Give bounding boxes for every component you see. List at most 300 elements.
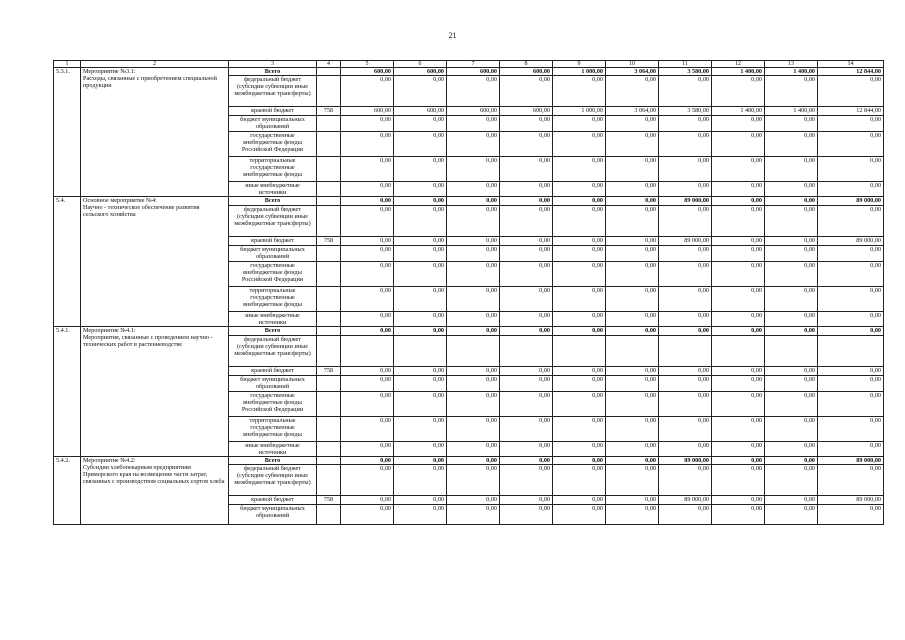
amount-cell: 0,00 xyxy=(447,465,500,496)
amount-cell: 0,00 xyxy=(553,465,606,496)
budget-code xyxy=(317,287,341,312)
amount-cell: 0,00 xyxy=(606,262,659,287)
amount-cell: 0,00 xyxy=(712,287,765,312)
amount-cell: 0,00 xyxy=(712,442,765,457)
amount-cell: 600,00 xyxy=(341,107,394,116)
amount-cell: 0,00 xyxy=(447,197,500,206)
funding-source: федеральный бюджет (субсидии субвенции иные межбюджетные трансферты) xyxy=(229,206,317,237)
amount-cell: 0,00 xyxy=(606,116,659,132)
column-number-cell: 8 xyxy=(500,61,553,68)
budget-code xyxy=(317,336,341,367)
amount-cell: 0,00 xyxy=(712,182,765,197)
amount-cell: 89 000,00 xyxy=(818,197,884,206)
amount-cell: 89 000,00 xyxy=(659,237,712,246)
budget-code xyxy=(317,465,341,496)
amount-cell: 0,00 xyxy=(553,376,606,392)
item-title: Мероприятие №3.1: xyxy=(83,68,136,75)
budget-code xyxy=(317,206,341,237)
amount-cell: 1 400,00 xyxy=(712,68,765,76)
amount-cell: 0,00 xyxy=(765,376,818,392)
amount-cell: 0,00 xyxy=(712,132,765,157)
amount-cell: 0,00 xyxy=(659,206,712,237)
amount-cell: 0,00 xyxy=(712,262,765,287)
amount-cell: 0,00 xyxy=(447,327,500,336)
amount-cell: 0,00 xyxy=(818,367,884,376)
amount-cell: 0,00 xyxy=(500,376,553,392)
amount-cell: 0,00 xyxy=(712,465,765,496)
amount-cell: 0,00 xyxy=(341,457,394,465)
amount-cell: 0,00 xyxy=(765,116,818,132)
funding-source: бюджет муниципальных образований xyxy=(229,246,317,262)
amount-cell: 0,00 xyxy=(765,132,818,157)
amount-cell: 0,00 xyxy=(500,457,553,465)
amount-cell: 0,00 xyxy=(394,312,447,327)
amount-cell: 0,00 xyxy=(553,182,606,197)
amount-cell: 0,00 xyxy=(659,262,712,287)
amount-cell: 0,00 xyxy=(447,157,500,182)
amount-cell: 0,00 xyxy=(606,442,659,457)
budget-code xyxy=(317,327,341,336)
amount-cell: 0,00 xyxy=(765,367,818,376)
amount-cell: 0,00 xyxy=(712,496,765,505)
column-number-cell: 1 xyxy=(54,61,81,68)
amount-cell: 0,00 xyxy=(606,76,659,107)
amount-cell: 0,00 xyxy=(606,287,659,312)
item-description xyxy=(81,68,229,197)
funding-source: федеральный бюджет (субсидии субвенции иные межбюджетные трансферты) xyxy=(229,465,317,496)
amount-cell: 0,00 xyxy=(447,206,500,237)
column-number-cell: 4 xyxy=(317,61,341,68)
amount-cell: 0,00 xyxy=(659,442,712,457)
amount-cell: 0,00 xyxy=(553,505,606,525)
amount-cell: 0,00 xyxy=(659,76,712,107)
amount-cell: 89 000,00 xyxy=(818,496,884,505)
budget-code xyxy=(317,246,341,262)
amount-cell: 0,00 xyxy=(818,157,884,182)
budget-code xyxy=(317,312,341,327)
amount-cell: 0,00 xyxy=(394,76,447,107)
amount-cell: 0,00 xyxy=(500,262,553,287)
amount-cell: 0,00 xyxy=(341,246,394,262)
amount-cell xyxy=(341,336,394,367)
table-row xyxy=(54,327,884,336)
amount-cell: 0,00 xyxy=(341,496,394,505)
column-number-cell: 5 xyxy=(341,61,394,68)
amount-cell xyxy=(818,336,884,367)
amount-cell: 0,00 xyxy=(447,496,500,505)
funding-source: территориальные государственные внебюджетные фонды xyxy=(229,157,317,182)
amount-cell: 0,00 xyxy=(818,327,884,336)
amount-cell: 0,00 xyxy=(394,327,447,336)
amount-cell: 0,00 xyxy=(765,442,818,457)
amount-cell: 0,00 xyxy=(553,262,606,287)
amount-cell: 0,00 xyxy=(659,417,712,442)
amount-cell: 600,00 xyxy=(500,107,553,116)
amount-cell: 1 400,00 xyxy=(712,107,765,116)
amount-cell: 0,00 xyxy=(500,182,553,197)
amount-cell: 0,00 xyxy=(659,157,712,182)
funding-source: государственные внебюджетные фонды Российской Федерации xyxy=(229,132,317,157)
amount-cell: 0,00 xyxy=(500,465,553,496)
budget-code: 758 xyxy=(317,496,341,505)
amount-cell: 0,00 xyxy=(606,157,659,182)
amount-cell: 0,00 xyxy=(553,442,606,457)
amount-cell: 0,00 xyxy=(341,327,394,336)
table-row xyxy=(54,457,884,465)
amount-cell: 0,00 xyxy=(553,312,606,327)
amount-cell: 0,00 xyxy=(818,465,884,496)
funding-source: краевой бюджет xyxy=(229,367,317,376)
budget-code xyxy=(317,182,341,197)
amount-cell: 89 000,00 xyxy=(818,457,884,465)
amount-cell: 0,00 xyxy=(659,376,712,392)
amount-cell: 0,00 xyxy=(765,312,818,327)
amount-cell: 0,00 xyxy=(341,442,394,457)
amount-cell: 0,00 xyxy=(553,367,606,376)
item-number: 5.4. xyxy=(54,197,81,327)
amount-cell: 0,00 xyxy=(553,457,606,465)
amount-cell: 0,00 xyxy=(765,246,818,262)
item-number: 5.4.1. xyxy=(54,327,81,457)
amount-cell: 0,00 xyxy=(447,376,500,392)
funding-source: Всего xyxy=(229,457,317,465)
amount-cell: 0,00 xyxy=(818,505,884,525)
column-number-row xyxy=(54,61,884,68)
amount-cell: 0,00 xyxy=(553,132,606,157)
amount-cell: 0,00 xyxy=(500,206,553,237)
column-number-cell: 11 xyxy=(659,61,712,68)
table-row xyxy=(54,68,884,76)
amount-cell: 0,00 xyxy=(447,505,500,525)
amount-cell: 0,00 xyxy=(447,287,500,312)
amount-cell: 0,00 xyxy=(712,312,765,327)
amount-cell: 0,00 xyxy=(765,197,818,206)
amount-cell: 0,00 xyxy=(659,116,712,132)
amount-cell: 0,00 xyxy=(712,457,765,465)
amount-cell: 0,00 xyxy=(606,237,659,246)
amount-cell: 600,00 xyxy=(394,68,447,76)
amount-cell: 0,00 xyxy=(394,287,447,312)
amount-cell: 0,00 xyxy=(394,237,447,246)
amount-cell: 0,00 xyxy=(818,206,884,237)
amount-cell: 0,00 xyxy=(500,116,553,132)
amount-cell: 0,00 xyxy=(765,237,818,246)
funding-source: иные внебюджетные источники xyxy=(229,182,317,197)
amount-cell xyxy=(447,336,500,367)
budget-code xyxy=(317,157,341,182)
amount-cell: 600,00 xyxy=(394,107,447,116)
amount-cell: 0,00 xyxy=(341,417,394,442)
funding-source: федеральный бюджет (субсидии субвенции иные межбюджетные трансферты) xyxy=(229,76,317,107)
amount-cell: 0,00 xyxy=(553,392,606,417)
column-number-cell: 7 xyxy=(447,61,500,68)
amount-cell: 0,00 xyxy=(765,262,818,287)
amount-cell: 0,00 xyxy=(500,327,553,336)
funding-source: Всего xyxy=(229,68,317,76)
amount-cell: 0,00 xyxy=(394,132,447,157)
budget-code xyxy=(317,116,341,132)
amount-cell: 0,00 xyxy=(765,496,818,505)
amount-cell: 0,00 xyxy=(712,367,765,376)
amount-cell: 0,00 xyxy=(553,327,606,336)
budget-code xyxy=(317,262,341,287)
amount-cell: 0,00 xyxy=(394,206,447,237)
amount-cell: 0,00 xyxy=(500,417,553,442)
amount-cell: 0,00 xyxy=(394,442,447,457)
amount-cell: 0,00 xyxy=(606,182,659,197)
amount-cell: 0,00 xyxy=(659,246,712,262)
amount-cell: 0,00 xyxy=(341,367,394,376)
amount-cell: 0,00 xyxy=(394,417,447,442)
budget-code xyxy=(317,417,341,442)
amount-cell: 0,00 xyxy=(606,496,659,505)
amount-cell: 0,00 xyxy=(341,197,394,206)
item-title: Основное мероприятие №4: xyxy=(83,197,157,204)
amount-cell: 0,00 xyxy=(394,505,447,525)
item-text: Расходы, связанные с приобретением специальной продукции xyxy=(83,75,217,89)
funding-source: иные внебюджетные источники xyxy=(229,312,317,327)
amount-cell: 0,00 xyxy=(341,116,394,132)
funding-source: краевой бюджет xyxy=(229,107,317,116)
amount-cell: 0,00 xyxy=(606,392,659,417)
budget-code xyxy=(317,505,341,525)
amount-cell: 0,00 xyxy=(394,496,447,505)
amount-cell: 0,00 xyxy=(394,465,447,496)
amount-cell: 89 000,00 xyxy=(659,197,712,206)
amount-cell: 0,00 xyxy=(712,157,765,182)
amount-cell: 0,00 xyxy=(553,417,606,442)
amount-cell: 0,00 xyxy=(712,392,765,417)
funding-source: Всего xyxy=(229,197,317,206)
column-number-cell: 13 xyxy=(765,61,818,68)
amount-cell: 0,00 xyxy=(712,237,765,246)
amount-cell: 0,00 xyxy=(341,312,394,327)
budget-table xyxy=(53,60,884,525)
amount-cell: 0,00 xyxy=(447,246,500,262)
amount-cell: 0,00 xyxy=(712,116,765,132)
amount-cell: 0,00 xyxy=(394,197,447,206)
amount-cell xyxy=(394,336,447,367)
funding-source: иные внебюджетные источники xyxy=(229,442,317,457)
amount-cell: 0,00 xyxy=(765,206,818,237)
amount-cell: 0,00 xyxy=(606,505,659,525)
amount-cell: 0,00 xyxy=(500,442,553,457)
amount-cell: 0,00 xyxy=(765,457,818,465)
amount-cell: 0,00 xyxy=(659,287,712,312)
amount-cell: 0,00 xyxy=(500,312,553,327)
amount-cell: 0,00 xyxy=(712,76,765,107)
amount-cell: 0,00 xyxy=(341,206,394,237)
amount-cell: 0,00 xyxy=(341,132,394,157)
amount-cell: 0,00 xyxy=(606,246,659,262)
item-number: 5.4.2. xyxy=(54,457,81,525)
amount-cell: 0,00 xyxy=(394,157,447,182)
amount-cell: 3 580,00 xyxy=(659,107,712,116)
budget-code: 758 xyxy=(317,237,341,246)
amount-cell: 0,00 xyxy=(765,417,818,442)
amount-cell: 0,00 xyxy=(500,197,553,206)
funding-source: бюджет муниципальных образований xyxy=(229,116,317,132)
amount-cell: 0,00 xyxy=(394,116,447,132)
amount-cell: 600,00 xyxy=(500,68,553,76)
table-row xyxy=(54,197,884,206)
funding-source: территориальные государственные внебюджетные фонды xyxy=(229,287,317,312)
amount-cell: 0,00 xyxy=(447,262,500,287)
funding-source: государственные внебюджетные фонды Российской Федерации xyxy=(229,392,317,417)
budget-code xyxy=(317,376,341,392)
amount-cell: 0,00 xyxy=(712,197,765,206)
amount-cell: 0,00 xyxy=(765,76,818,107)
column-number-cell: 6 xyxy=(394,61,447,68)
amount-cell: 0,00 xyxy=(394,182,447,197)
amount-cell: 0,00 xyxy=(341,287,394,312)
amount-cell: 0,00 xyxy=(712,246,765,262)
amount-cell: 0,00 xyxy=(659,392,712,417)
amount-cell: 0,00 xyxy=(500,496,553,505)
budget-code xyxy=(317,442,341,457)
budget-code xyxy=(317,197,341,206)
amount-cell: 0,00 xyxy=(606,457,659,465)
amount-cell: 0,00 xyxy=(818,116,884,132)
amount-cell: 0,00 xyxy=(659,367,712,376)
amount-cell: 0,00 xyxy=(341,237,394,246)
amount-cell: 0,00 xyxy=(341,465,394,496)
amount-cell: 600,00 xyxy=(341,68,394,76)
item-description xyxy=(81,327,229,457)
table-body xyxy=(54,61,884,525)
item-number: 5.3.1. xyxy=(54,68,81,197)
amount-cell: 0,00 xyxy=(712,376,765,392)
amount-cell: 0,00 xyxy=(818,182,884,197)
amount-cell: 0,00 xyxy=(500,246,553,262)
amount-cell xyxy=(500,336,553,367)
amount-cell: 0,00 xyxy=(447,417,500,442)
amount-cell: 3 064,00 xyxy=(606,107,659,116)
funding-source: территориальные государственные внебюджетные фонды xyxy=(229,417,317,442)
budget-code: 758 xyxy=(317,107,341,116)
budget-code xyxy=(317,76,341,107)
amount-cell: 0,00 xyxy=(553,76,606,107)
amount-cell: 0,00 xyxy=(765,505,818,525)
amount-cell: 0,00 xyxy=(447,457,500,465)
funding-source: федеральный бюджет (субсидии субвенции иные межбюджетные трансферты) xyxy=(229,336,317,367)
amount-cell: 0,00 xyxy=(553,116,606,132)
item-text: Научно - техническое обеспечение развития сельского хозяйства xyxy=(83,204,200,218)
budget-code xyxy=(317,392,341,417)
amount-cell: 3 580,00 xyxy=(659,68,712,76)
amount-cell: 0,00 xyxy=(500,157,553,182)
amount-cell: 600,00 xyxy=(447,68,500,76)
amount-cell: 0,00 xyxy=(341,376,394,392)
column-number-cell: 9 xyxy=(553,61,606,68)
item-description xyxy=(81,197,229,327)
amount-cell: 89 000,00 xyxy=(818,237,884,246)
budget-code: 758 xyxy=(317,367,341,376)
amount-cell: 0,00 xyxy=(659,182,712,197)
amount-cell: 0,00 xyxy=(818,392,884,417)
amount-cell xyxy=(712,336,765,367)
amount-cell: 0,00 xyxy=(500,505,553,525)
amount-cell xyxy=(606,336,659,367)
budget-code xyxy=(317,132,341,157)
budget-code xyxy=(317,68,341,76)
amount-cell: 0,00 xyxy=(818,76,884,107)
amount-cell: 1 000,00 xyxy=(553,107,606,116)
funding-source: Всего xyxy=(229,327,317,336)
amount-cell: 0,00 xyxy=(341,182,394,197)
amount-cell xyxy=(659,336,712,367)
amount-cell: 0,00 xyxy=(394,367,447,376)
amount-cell: 0,00 xyxy=(818,262,884,287)
amount-cell: 89 000,00 xyxy=(659,457,712,465)
amount-cell: 0,00 xyxy=(606,327,659,336)
amount-cell: 0,00 xyxy=(341,262,394,287)
amount-cell: 0,00 xyxy=(606,465,659,496)
amount-cell: 0,00 xyxy=(553,246,606,262)
amount-cell: 0,00 xyxy=(765,392,818,417)
amount-cell: 0,00 xyxy=(553,206,606,237)
amount-cell: 0,00 xyxy=(394,392,447,417)
item-description xyxy=(81,457,229,525)
amount-cell: 0,00 xyxy=(447,116,500,132)
amount-cell: 12 844,00 xyxy=(818,107,884,116)
funding-source: бюджет муниципальных образований xyxy=(229,505,317,525)
amount-cell: 0,00 xyxy=(500,237,553,246)
amount-cell: 0,00 xyxy=(341,76,394,107)
amount-cell: 0,00 xyxy=(500,392,553,417)
amount-cell: 0,00 xyxy=(818,246,884,262)
amount-cell: 0,00 xyxy=(447,182,500,197)
amount-cell: 0,00 xyxy=(765,327,818,336)
amount-cell: 0,00 xyxy=(341,392,394,417)
amount-cell: 0,00 xyxy=(818,376,884,392)
amount-cell: 0,00 xyxy=(447,76,500,107)
funding-source: краевой бюджет xyxy=(229,496,317,505)
amount-cell: 0,00 xyxy=(659,132,712,157)
amount-cell: 1 400,00 xyxy=(765,68,818,76)
amount-cell: 0,00 xyxy=(394,246,447,262)
column-number-cell: 10 xyxy=(606,61,659,68)
amount-cell: 0,00 xyxy=(765,465,818,496)
amount-cell: 0,00 xyxy=(659,465,712,496)
amount-cell: 0,00 xyxy=(447,237,500,246)
amount-cell: 0,00 xyxy=(712,417,765,442)
amount-cell: 0,00 xyxy=(447,442,500,457)
amount-cell: 0,00 xyxy=(712,327,765,336)
amount-cell: 0,00 xyxy=(606,376,659,392)
amount-cell: 0,00 xyxy=(447,312,500,327)
page-number: 21 xyxy=(448,31,457,40)
amount-cell: 0,00 xyxy=(553,496,606,505)
amount-cell: 0,00 xyxy=(447,132,500,157)
amount-cell: 0,00 xyxy=(341,157,394,182)
column-number-cell: 12 xyxy=(712,61,765,68)
amount-cell: 0,00 xyxy=(394,457,447,465)
amount-cell: 0,00 xyxy=(341,505,394,525)
amount-cell xyxy=(765,336,818,367)
amount-cell: 0,00 xyxy=(659,312,712,327)
funding-source: государственные внебюджетные фонды Российской Федерации xyxy=(229,262,317,287)
amount-cell: 0,00 xyxy=(818,132,884,157)
amount-cell: 1 000,00 xyxy=(553,68,606,76)
item-text: Мероприятия, связанные с проведением научно - технических работ в растениеводстве xyxy=(83,334,213,348)
amount-cell: 0,00 xyxy=(553,287,606,312)
item-title: Мероприятие №4.2: xyxy=(83,457,136,464)
amount-cell: 12 844,00 xyxy=(818,68,884,76)
item-text: Субсидии хлебопекарным предприятиям Приморского края на возмещение части затрат, связанных с производством социальных сортов хлеба xyxy=(83,464,225,485)
amount-cell: 0,00 xyxy=(447,367,500,376)
column-number-cell: 2 xyxy=(81,61,229,68)
